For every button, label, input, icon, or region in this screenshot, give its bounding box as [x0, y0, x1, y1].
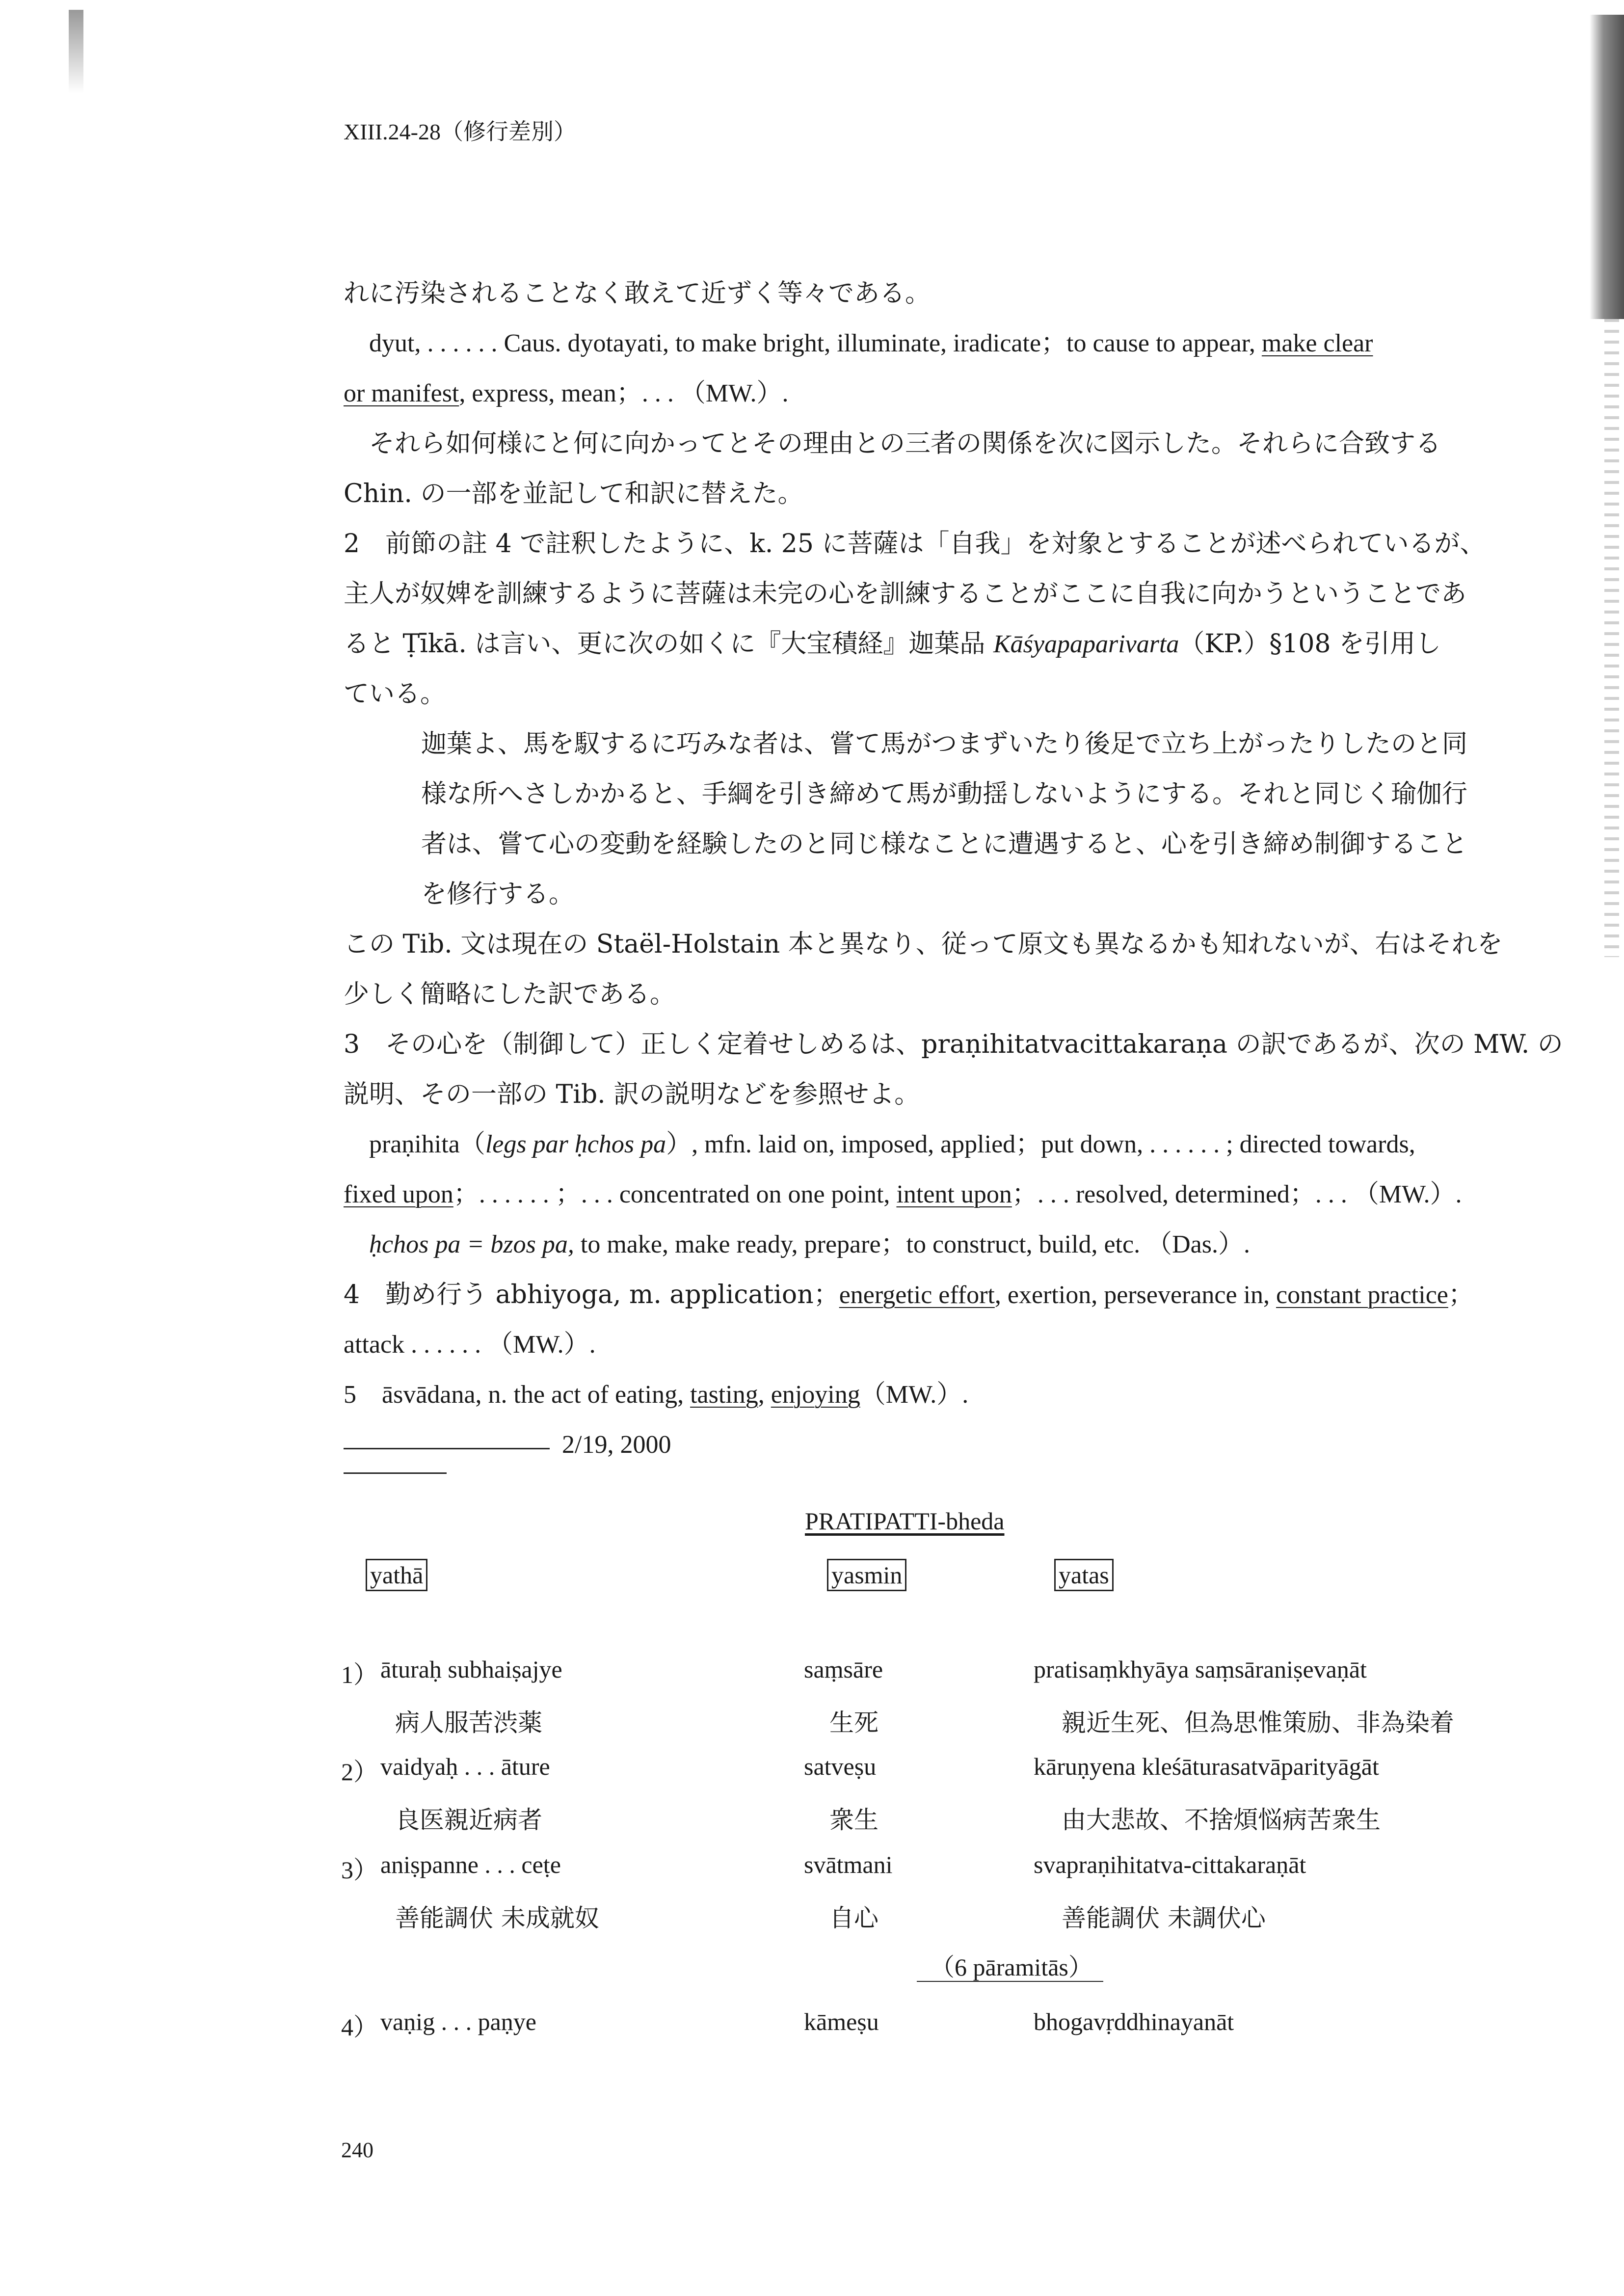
scan-noise-right: [1604, 319, 1619, 957]
text-line: れに汚染されることなく敢えて近ずく等々である。: [344, 279, 931, 308]
quote-line: 迦葉よ、馬を馭するに巧みな者は、嘗て馬がつまずいたり後足で立ち上がったりしたのと同: [421, 729, 1468, 759]
table-cell-yatas: pratisaṃkhyāya saṃsāraniṣevaṇāt: [1034, 1655, 1367, 1683]
table-cell-yatas-chinese: 善能調伏 未調伏心: [1062, 1904, 1266, 1932]
table-cell-yasmin: satveṣu: [804, 1753, 877, 1780]
page-number: 240: [341, 2138, 373, 2162]
scan-shadow-right: [1590, 15, 1624, 319]
section-separator: [344, 1472, 447, 1474]
table-title: PRATIPATTI-bheda: [805, 1507, 1005, 1535]
table-cell-yatha: aniṣpanne . . . ceṭe: [380, 1851, 561, 1878]
table-cell-yatha-chinese: 良医親近病者: [395, 1806, 542, 1834]
text-line: ḥchos pa = bzos pa, to make, make ready, prepare；to construct, build, etc. （Das.）.: [369, 1230, 1250, 1258]
quote-line: 者は、嘗て心の変動を経験したのと同じ様なことに遭遇すると、心を引き締め制御すること: [421, 829, 1468, 859]
text-line: 説明、その一部の Tib. 訳の説明などを参照せよ。: [344, 1080, 920, 1109]
note-3: 3 その心を（制御して）正しく定着せしめるは、praṇihitatvacittakaraṇa の訳であるが、次の MW. の: [344, 1030, 1563, 1059]
text-line: or manifest, express, mean；. . . （MW.）.: [344, 379, 789, 407]
column-header-yatha: yathā: [366, 1561, 427, 1589]
table-cell-yatas: bhogavṛddhinayanāt: [1034, 2008, 1234, 2035]
note-5: 5 āsvādana, n. the act of eating, tasting, enjoying（MW.）.: [344, 1381, 969, 1409]
table-cell-yasmin-chinese: 生死: [829, 1709, 879, 1737]
table-cell-yasmin-chinese: 衆生: [829, 1806, 879, 1834]
table-cell-yatha-chinese: 病人服苦渋薬: [395, 1709, 542, 1737]
quote-line: 様な所へさしかかると、手綱を引き締めて馬が動揺しないようにする。それと同じく瑜伽行: [421, 779, 1468, 809]
table-cell-yatha: vaṇig . . . paṇye: [380, 2008, 536, 2035]
table-row-number: 4）: [341, 2013, 378, 2041]
section-label-underline: [917, 1981, 1103, 1982]
column-header-yatas: yatas: [1054, 1561, 1114, 1589]
text-line: ると Ṭīkā. は言い、更に次の如くに『大宝積経』迦葉品 Kāśyapaparivarta（KP.）§108 を引用し: [344, 629, 1441, 659]
text-line: attack . . . . . . （MW.）.: [344, 1331, 596, 1359]
text-line: ている。: [344, 679, 446, 709]
running-header: XIII.24-28（修行差別）: [344, 119, 576, 144]
table-cell-yatas: svapraṇihitatva-cittakaraṇāt: [1034, 1851, 1306, 1878]
table-cell-yasmin: saṃsāre: [804, 1655, 883, 1683]
text-line: この Tib. 文は現在の Staël-Holstain 本と異なり、従って原文も異なるかも知れないが、右はそれを: [344, 930, 1503, 959]
text-line: 少しく簡略にした訳である。: [344, 980, 676, 1009]
table-row-number: 1）: [341, 1661, 378, 1688]
text-line: fixed upon；. . . . . . ；. . . concentrated on one point, intent upon；. . . resolved, determined；. . . （MW.）.: [344, 1180, 1462, 1208]
table-cell-yatha: vaidyaḥ . . . āture: [380, 1753, 550, 1780]
text-line: それら如何様にと何に向かってとその理由との三者の関係を次に図示した。それらに合致する: [369, 429, 1441, 458]
table-cell-yatha: āturaḥ subhaiṣajye: [380, 1655, 562, 1683]
table-cell-yatas: kāruṇyena kleśāturasatvāparityāgāt: [1034, 1753, 1379, 1780]
note-4: 4 勤め行う abhiyoga, m. application；energetic effort, exertion, perseverance in, constant practice；: [344, 1280, 1474, 1309]
table-cell-yatas-chinese: 由大悲故、不捨煩悩病苦衆生: [1062, 1806, 1381, 1834]
table-cell-yatas-chinese: 親近生死、但為思惟策励、非為染着: [1062, 1709, 1454, 1737]
table-cell-yatha-chinese: 善能調伏 未成就奴: [395, 1904, 599, 1932]
text-line: praṇihita（legs par ḥchos pa）, mfn. laid on, imposed, applied；put down, . . . . . . ; directed towards,: [369, 1130, 1415, 1158]
text-line: dyut, . . . . . . Caus. dyotayati, to make bright, illuminate, iradicate；to cause to appear, make clear: [369, 329, 1373, 357]
section-label: （6 pāramitās）: [930, 1953, 1093, 1981]
date-rule: [344, 1448, 550, 1449]
table-cell-yasmin: svātmani: [804, 1851, 893, 1878]
table-row-number: 3）: [341, 1856, 378, 1884]
note-2: 2 前節の註 4 で註釈したように、k. 25 に菩薩は「自我」を対象とすることが述べられているが、: [344, 529, 1486, 559]
date: 2/19, 2000: [562, 1431, 671, 1459]
text-line: 主人が奴婢を訓練するように菩薩は未完の心を訓練することがここに自我に向かうということであ: [344, 579, 1467, 609]
table-row-number: 2）: [341, 1758, 378, 1786]
scan-shadow-left: [69, 10, 83, 93]
column-header-yasmin: yasmin: [827, 1561, 906, 1589]
table-cell-yasmin: kāmeṣu: [804, 2008, 879, 2035]
quote-line: を修行する。: [421, 880, 575, 909]
text-line: Chin. の一部を並記して和訳に替えた。: [344, 479, 803, 508]
table-cell-yasmin-chinese: 自心: [829, 1904, 879, 1932]
